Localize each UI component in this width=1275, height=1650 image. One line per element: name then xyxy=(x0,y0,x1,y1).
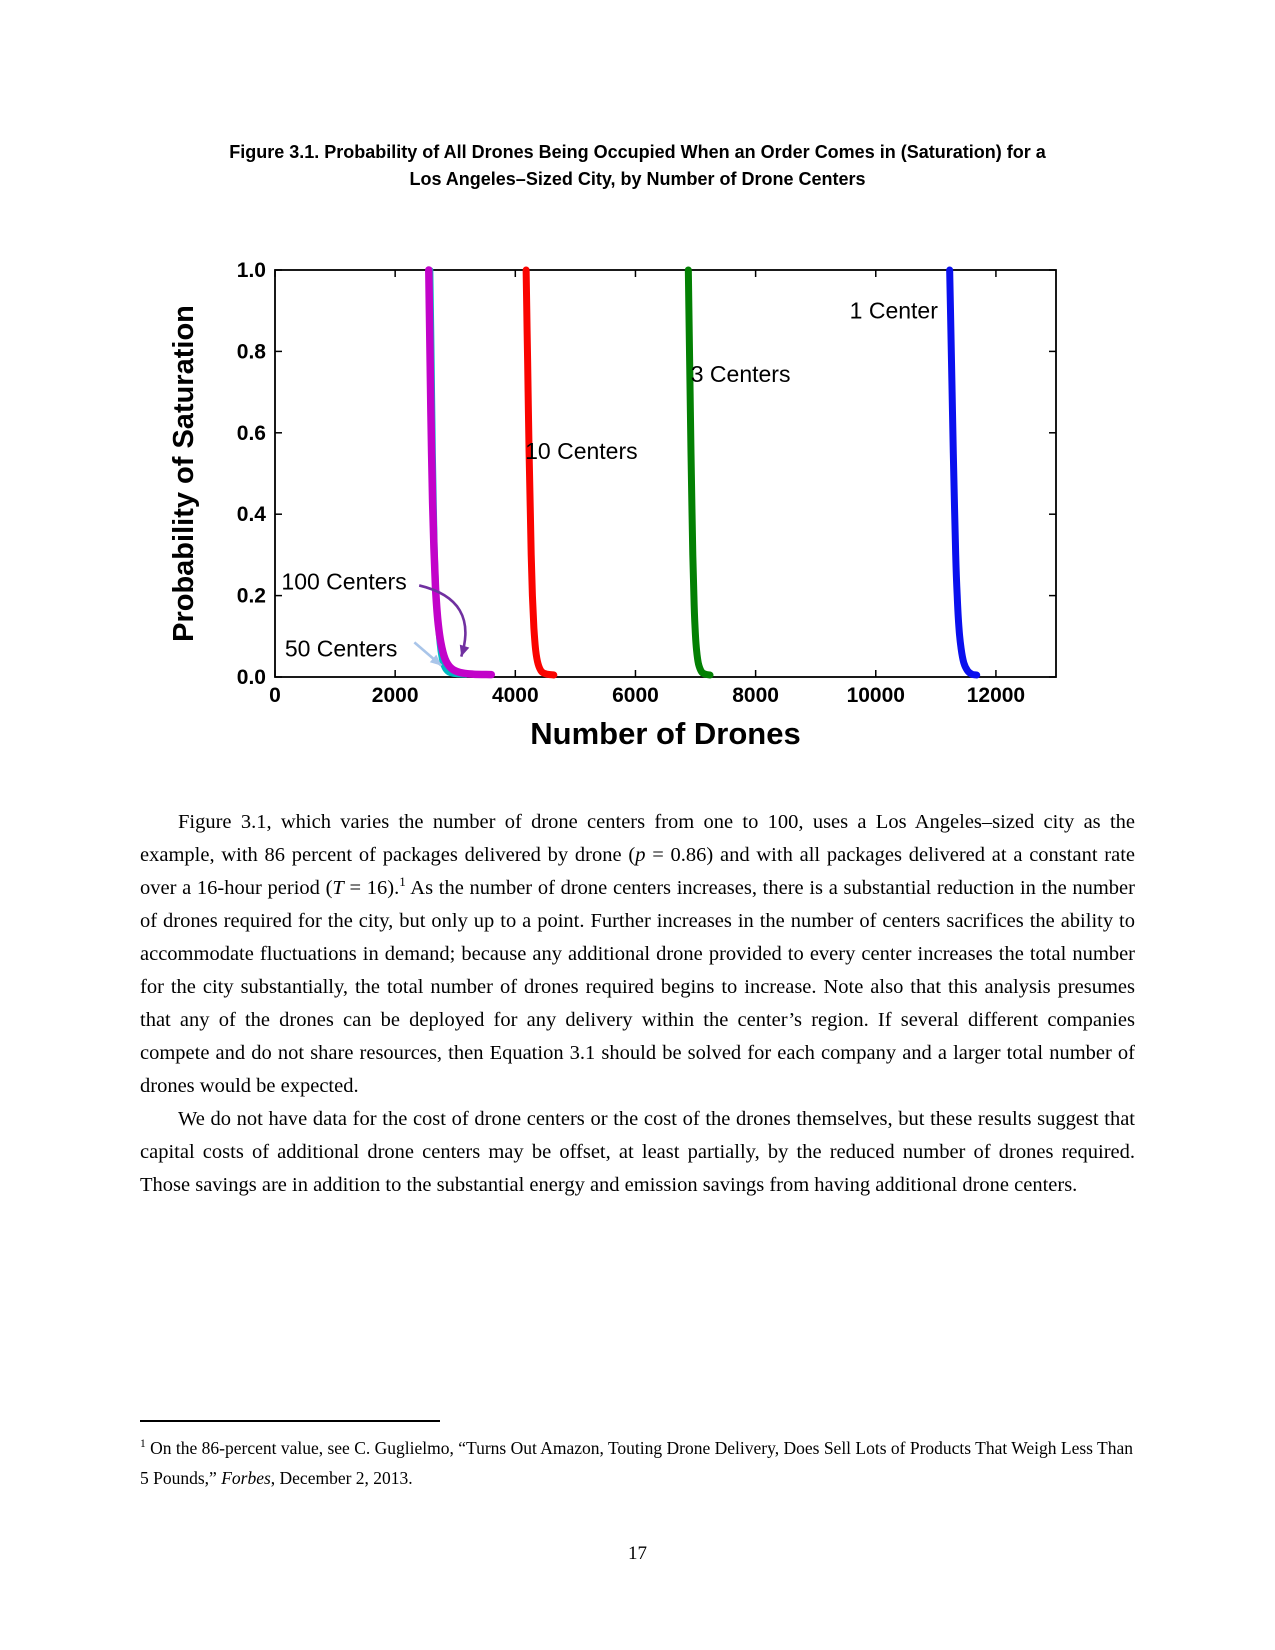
chart-series-10-centers xyxy=(526,270,554,675)
x-tick-label: 6000 xyxy=(612,684,659,707)
text-run: p xyxy=(635,844,646,866)
chart-canvas xyxy=(165,255,1085,770)
paragraph xyxy=(140,1103,1135,1202)
chart-series-100-centers xyxy=(429,270,492,675)
y-tick-label: 0.8 xyxy=(236,340,266,364)
text-run: On the 86-percent value, see C. Guglielmo, “Turns Out Amazon, Touting Drone Delivery, Does Sell Lots of Products That Weigh Less Than 5 Pounds,” xyxy=(140,1438,1134,1488)
x-tick-label: 2000 xyxy=(371,684,419,707)
y-tick-label: 0.6 xyxy=(236,421,266,445)
plot-border xyxy=(275,270,1056,677)
footnote-separator xyxy=(140,1420,440,1422)
annotation-arrowhead xyxy=(460,645,470,657)
annotation-10-centers: 10 Centers xyxy=(525,438,638,465)
annotation-1-center: 1 Center xyxy=(849,297,938,324)
footnote-reference: 1 xyxy=(399,874,406,890)
x-tick-label: 4000 xyxy=(491,684,539,707)
y-axis-label: Probability of Saturation xyxy=(168,305,200,642)
x-tick-label: 12000 xyxy=(966,684,1026,707)
annotation-100-centers: 100 Centers xyxy=(281,568,407,595)
text-run: , December 2, 2013. xyxy=(270,1467,413,1488)
x-axis-label: Number of Drones xyxy=(530,716,801,751)
text-run: Figure 3.1, which varies the number of drone centers from one to 100, uses a Los Angeles–sized city as the example, with 86 percent of packages delivered by drone ( xyxy=(140,811,1135,866)
y-tick-label: 1.0 xyxy=(236,259,266,282)
page-number: 17 xyxy=(628,1543,647,1564)
x-tick-label: 8000 xyxy=(732,684,779,707)
figure-title-line1: Figure 3.1. Probability of All Drones Being Occupied When an Order Comes in (Saturation) for a xyxy=(229,142,1046,162)
body-text xyxy=(140,806,1135,1202)
figure-title xyxy=(140,139,1135,193)
text-run: = 0.86) and with all packages delivered at a constant rate over a 16-hour period ( xyxy=(140,844,1135,899)
x-tick-label: 0 xyxy=(269,684,281,707)
text-run: Forbes xyxy=(221,1467,271,1488)
annotation-3-centers: 3 Centers xyxy=(690,360,791,387)
chart-series-3-centers xyxy=(688,270,710,675)
annotation-50-centers: 50 Centers xyxy=(284,635,398,662)
y-tick-label: 0.0 xyxy=(236,666,266,689)
figure-chart xyxy=(165,255,1085,770)
y-tick-label: 0.4 xyxy=(236,503,266,527)
x-tick-label: 10000 xyxy=(846,684,905,707)
text-run: = 16). xyxy=(343,877,400,899)
text-run: We do not have data for the cost of drone centers or the cost of the drones themselves, but these results suggest that capital costs of additional drone centers may be offset, at least partially, by the reduced number of drones required. Those savings are in addition to the substantial energy and emission savings from having additional drone centers. xyxy=(140,1108,1135,1196)
text-run: As the number of drone centers increases, there is a substantial reduction in the number of drones required for the city, but only up to a point. Further increases in the number of centers sacrifices the ability to accommodate fluctuations in demand; because any additional drone provided to every center increases the total number for the city substantially, the total number of drones required begins to increase. Note also that this analysis presumes that any of the drones can be deployed for any delivery within the center’s region. If several different companies compete and do not share resources, then Equation 3.1 should be solved for each company and a larger total number of drones would be expected. xyxy=(140,877,1135,1097)
footnote-marker: 1 xyxy=(140,1438,146,1451)
text-run: T xyxy=(332,877,344,899)
paragraph xyxy=(140,806,1135,1103)
footnote xyxy=(140,1434,1135,1493)
y-tick-label: 0.2 xyxy=(236,584,266,608)
figure-title-line2: Los Angeles–Sized City, by Number of Drone Centers xyxy=(409,169,866,189)
chart-series-1-center xyxy=(950,270,977,675)
